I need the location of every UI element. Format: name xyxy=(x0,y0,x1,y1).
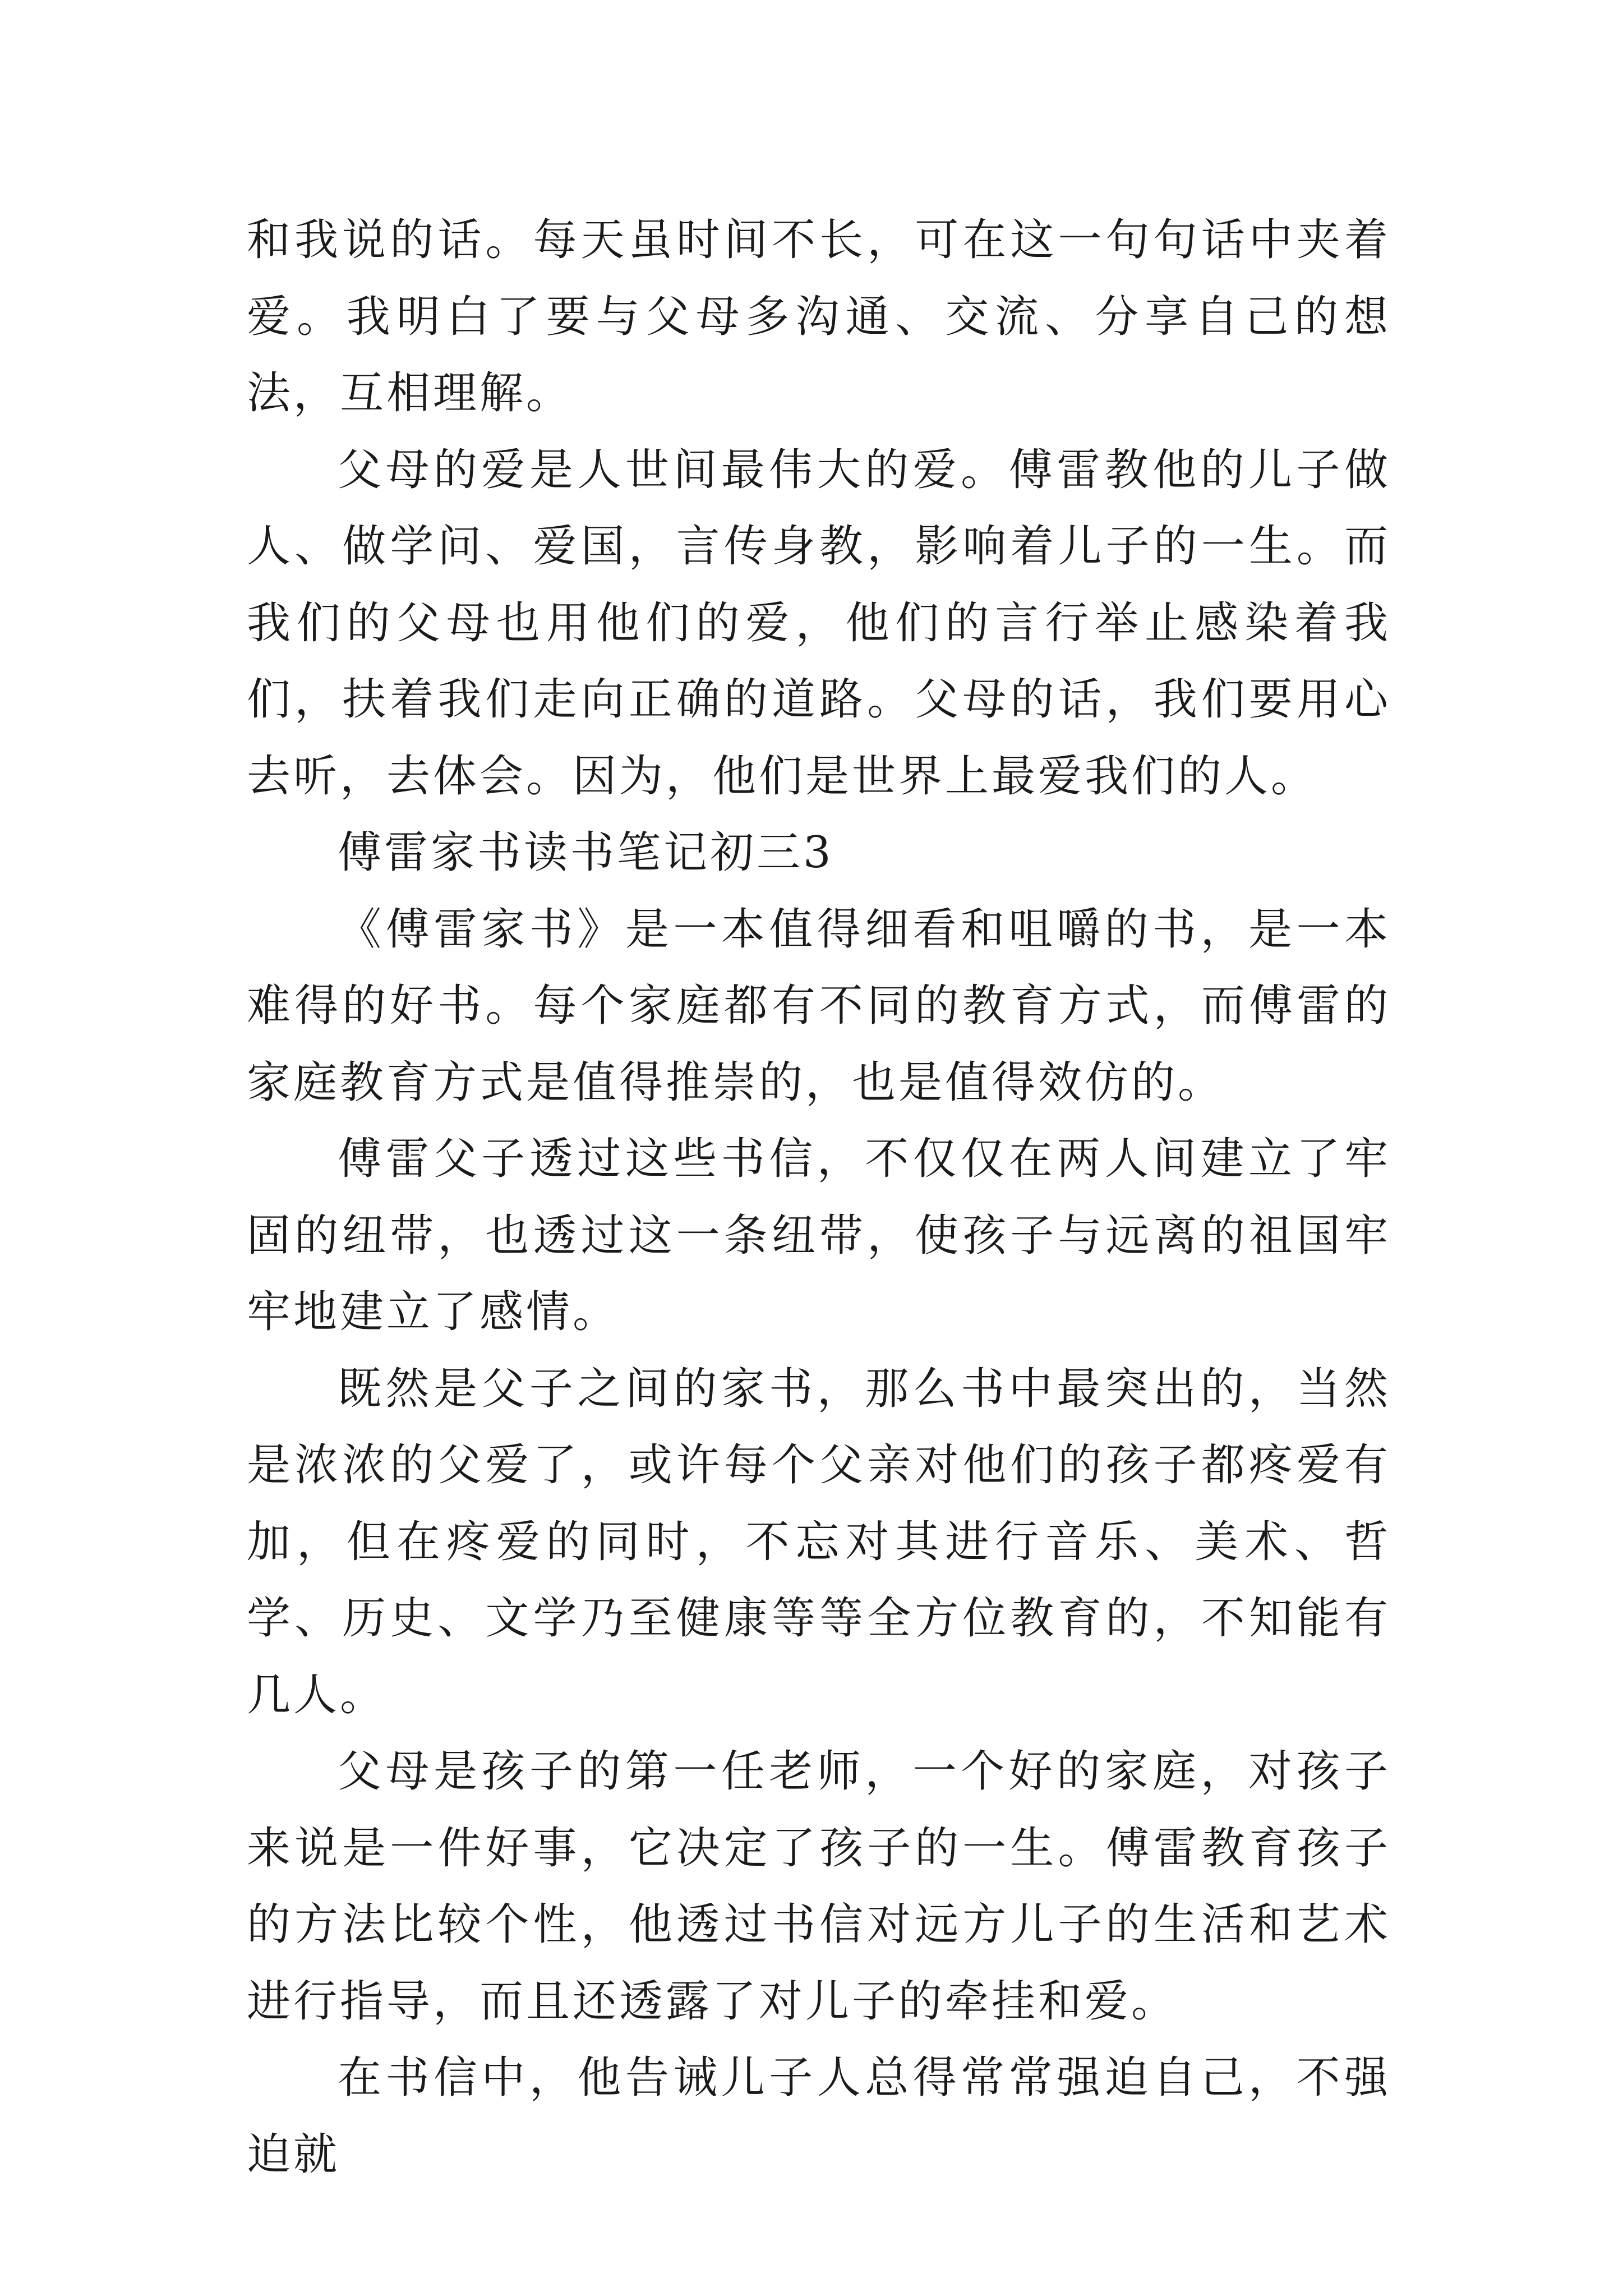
paragraph: 父母是孩子的第一任老师，一个好的家庭，对孩子来说是一件好事，它决定了孩子的一生。傅雷教育孩子的方法比较个性，他透过书信对远方儿子的生活和艺术进行指导，而且还透露了对儿子的牵挂和爱。 xyxy=(247,1746,1391,2027)
section-heading: 傅雷家书读书笔记初三3 xyxy=(338,827,834,878)
document-body xyxy=(247,202,1391,2193)
paragraph: 傅雷父子透过这些书信，不仅仅在两人间建立了牢固的纽带，也透过这一条纽带，使孩子与远离的祖国牢牢地建立了感情。 xyxy=(247,1134,1391,1337)
paragraph: 既然是父子之间的家书，那么书中最突出的，当然是浓浓的父爱了，或许每个父亲对他们的孩子都疼爱有加，但在疼爱的同时，不忘对其进行音乐、美术、哲学、历史、文学乃至健康等等全方位教育的，不知能有几人。 xyxy=(247,1363,1391,1720)
paragraph: 父母的爱是人世间最伟大的爱。傅雷教他的儿子做人、做学问、爱国，言传身教，影响着儿子的一生。而我们的父母也用他们的爱，他们的言行举止感染着我们，扶着我们走向正确的道路。父母的话，我们要用心去听，去体会。因为，他们是世界上最爱我们的人。 xyxy=(247,444,1391,802)
paragraph-continuation: 和我说的话。每天虽时间不长，可在这一句句话中夹着爱。我明白了要与父母多沟通、交流、分享自己的想法，互相理解。 xyxy=(247,215,1391,418)
paragraph-truncated: 在书信中，他告诫儿子人总得常常强迫自己，不强迫就 xyxy=(247,2053,1391,2180)
paragraph: 《傅雷家书》是一本值得细看和咀嚼的书，是一本难得的好书。每个家庭都有不同的教育方式，而傅雷的家庭教育方式是值得推崇的，也是值得效仿的。 xyxy=(247,904,1391,1108)
